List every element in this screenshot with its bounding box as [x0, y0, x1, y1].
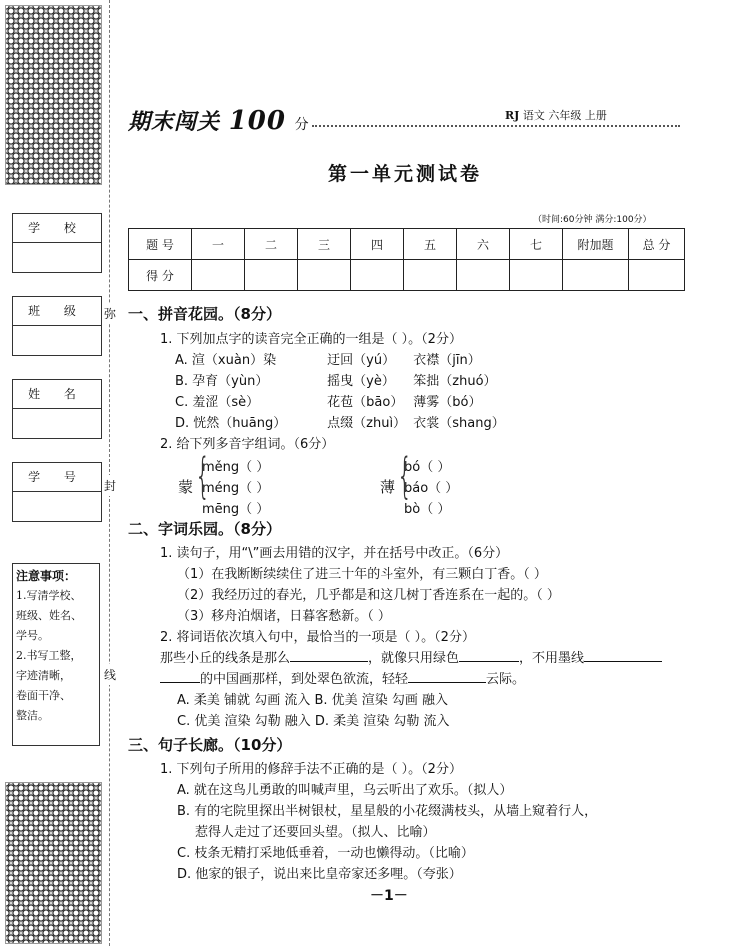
option-c-2: 花苞（bāo）: [327, 395, 404, 410]
fill-blank[interactable]: [459, 649, 519, 662]
notice-line: 班级、姓名、: [16, 609, 82, 622]
reading-bo4: bò（ ）: [404, 502, 451, 517]
notice-title: 注意事项：: [16, 569, 77, 583]
passage-text: 的中国画那样，到处翠色欲流，轻轻: [200, 672, 409, 687]
notice-line: 字迹清晰，: [16, 669, 71, 682]
student-id-field[interactable]: [12, 462, 102, 522]
option-d-3: 衣裳（shang）: [413, 416, 505, 431]
option-a-3: 衣襟（jīn）: [413, 353, 481, 368]
section1-q2: 2. 给下列多音字组词。（6分）: [160, 437, 335, 452]
score-cell[interactable]: [629, 260, 685, 291]
notice-line: 1.写清学校、: [16, 589, 82, 602]
section3-option: B. 有的宅院里探出半树银杖，星星般的小花缀满枝头，从墙上窥着行人，: [177, 804, 598, 819]
name-field[interactable]: [12, 379, 102, 439]
passage-text: 云际。: [486, 672, 526, 687]
score-header-cell: 四: [351, 229, 404, 260]
score-header-cell: 一: [192, 229, 245, 260]
score-header-cell: 五: [404, 229, 457, 260]
score-cell[interactable]: [351, 260, 404, 291]
score-cell[interactable]: [245, 260, 298, 291]
option-row-d: [175, 412, 505, 431]
fill-blank[interactable]: [160, 670, 200, 683]
passage-text: ，就像只用绿色: [368, 651, 460, 666]
brace-left: {: [195, 448, 211, 504]
option-b-2: 摇曳（yè）: [327, 374, 395, 389]
score-header-cell: 七: [510, 229, 563, 260]
option-row-a: [175, 349, 481, 368]
section2-q1-item: （2）我经历过的春光，几乎都是和这几树丁香连系在一起的。（ ）: [177, 588, 560, 603]
section2-q1: 1. 读句子，用“\”画去用错的汉字，并在括号中改正。（6分）: [160, 546, 509, 561]
score-table-score-row: [129, 260, 685, 291]
score-cell[interactable]: [510, 260, 563, 291]
class-label: 班 级: [13, 297, 101, 326]
section1-heading: 一、拼音花园。（8分）: [128, 305, 281, 323]
reading-bo2: bó（ ）: [404, 460, 451, 475]
score-table: [128, 228, 685, 291]
section2-q2: 2. 将词语依次填入句中，最恰当的一项是（ ）。（2分）: [160, 630, 475, 645]
header-dotted-rule: [312, 125, 680, 127]
score-table-header-row: [129, 229, 685, 260]
option-b-1: B. 孕育（yùn）: [175, 374, 269, 389]
brand-suffix: 分: [294, 117, 310, 133]
section2-heading: 二、字词乐园。（8分）: [128, 520, 281, 538]
section3-option: D. 他家的银子，说出来比皇帝家还多哩。（夸张）: [177, 867, 462, 882]
section2-q1-item: （3）移舟泊烟诸，日暮客愁新。（ ）: [177, 609, 391, 624]
school-label: 学 校: [13, 214, 101, 243]
grade-label: [505, 107, 607, 123]
section3-option: 惹得人走过了还要回头望。（拟人、比喻）: [195, 825, 436, 840]
option-d-2: 点缀（zhuì）: [327, 416, 407, 431]
notice-box: [12, 563, 100, 746]
score-header-cell: 附加题: [563, 229, 629, 260]
score-header-cell: 总 分: [629, 229, 685, 260]
passage-line-2: [160, 668, 525, 687]
fill-blank[interactable]: [290, 649, 368, 662]
score-cell[interactable]: [404, 260, 457, 291]
passage-text: 那些小丘的线条是那么: [160, 651, 291, 666]
option-row-c: [175, 391, 482, 410]
section1-q1: 1. 下列加点字的读音完全正确的一组是（ ）。（2分）: [160, 332, 462, 347]
notice-line: 卷面干净、: [16, 689, 71, 702]
brand-logo: [128, 105, 310, 136]
score-row-label: 得 分: [129, 260, 192, 291]
score-cell[interactable]: [563, 260, 629, 291]
brand-number: 100: [228, 106, 286, 136]
seal-mark-mi: 弥: [103, 303, 117, 324]
polyphone-char-meng: 蒙: [178, 478, 194, 496]
option-b-3: 笨拙（zhuó）: [413, 374, 497, 389]
option-d-1: D. 恍然（huāng）: [175, 416, 287, 431]
passage-line-1: [160, 647, 662, 666]
name-label: 姓 名: [13, 380, 101, 409]
page-number: －1－: [370, 888, 408, 904]
student-id-label: 学 号: [13, 463, 101, 492]
section2-options: C. 优美 渲染 勾勒 融入 D. 柔美 渲染 勾勒 流入: [177, 714, 450, 729]
section3-heading: 三、句子长廊。（10分）: [128, 736, 292, 754]
score-header-cell: 二: [245, 229, 298, 260]
score-cell[interactable]: [457, 260, 510, 291]
reading-bao2: báo（ ）: [404, 481, 459, 496]
edition-code: RJ: [505, 109, 520, 122]
score-cell[interactable]: [192, 260, 245, 291]
reading-meng1: mēng（ ）: [202, 502, 270, 517]
notice-line: 学号。: [16, 629, 49, 642]
option-a-2: 迂回（yú）: [327, 353, 396, 368]
decorative-pattern-bottom: [5, 782, 102, 944]
seal-mark-xian: 线: [103, 664, 117, 685]
score-header-cell: 六: [457, 229, 510, 260]
option-c-1: C. 羞涩（sè）: [175, 395, 260, 410]
section2-options: A. 柔美 铺就 勾画 流入 B. 优美 渲染 勾画 融入: [177, 693, 449, 708]
passage-text: ，不用墨线: [519, 651, 585, 666]
brace-right: {: [397, 448, 413, 504]
section3-q1: 1. 下列句子所用的修辞手法不正确的是（ ）。（2分）: [160, 762, 462, 777]
polyphone-char-bao: 薄: [380, 478, 396, 496]
grade-text: 语文 六年级 上册: [522, 109, 607, 122]
binding-line: [109, 0, 110, 946]
score-header-cell: 三: [298, 229, 351, 260]
school-field[interactable]: [12, 213, 102, 273]
option-a-1: A. 渲（xuàn）染: [175, 353, 277, 368]
option-row-b: [175, 370, 497, 389]
reading-meng2: méng（ ）: [202, 481, 270, 496]
decorative-pattern-top: [5, 5, 102, 185]
notice-line: 整洁。: [16, 709, 49, 722]
fill-blank[interactable]: [584, 649, 662, 662]
option-c-3: 薄雾（bó）: [413, 395, 482, 410]
time-note: （时间:60分钟 满分:100分）: [533, 215, 652, 225]
class-field[interactable]: [12, 296, 102, 356]
section3-option: A. 就在这鸟儿勇敢的叫喊声里，乌云听出了欢乐。（拟人）: [177, 783, 513, 798]
fill-blank[interactable]: [408, 670, 486, 683]
page-title: 第一单元测试卷: [327, 163, 482, 185]
notice-line: 2.书写工整，: [16, 649, 82, 662]
section2-q1-item: （1）在我断断续续住了进三十年的斗室外，有三颗白丁香。（ ）: [177, 567, 547, 582]
reading-meng3: měng（ ）: [202, 460, 270, 475]
seal-mark-feng: 封: [103, 475, 117, 496]
score-header-cell: 题 号: [129, 229, 192, 260]
brand-text: 期末闯关: [128, 109, 221, 135]
score-cell[interactable]: [298, 260, 351, 291]
section3-option: C. 枝条无精打采地低垂着，一动也懒得动。（比喻）: [177, 846, 474, 861]
